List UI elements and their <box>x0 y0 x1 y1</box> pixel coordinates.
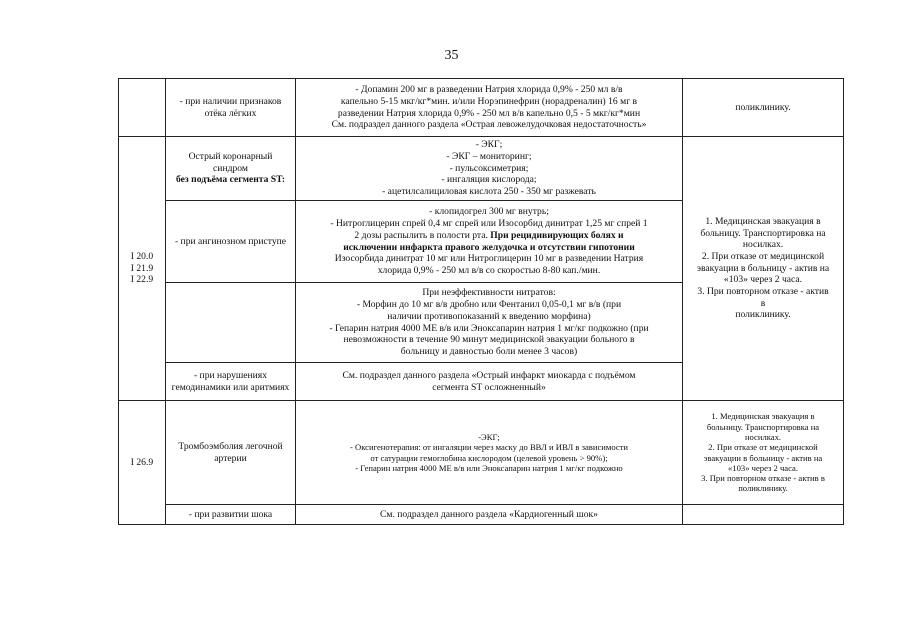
treatment-line: - Гепарин натрия 4000 МЕ в/в или Эноксапарин натрия 1 мг/кг подкожно (при <box>329 322 649 334</box>
tactics-line: «103» через 2 часа. <box>723 274 803 286</box>
treatment-cell <box>296 283 683 363</box>
icd-code-cell <box>119 401 166 525</box>
condition-cell <box>166 283 296 363</box>
tactics-line: 3. При повторном отказе - актив <box>697 286 829 298</box>
treatment-line: хлорида 0,9% - 250 мл в/в со скоростью 8-80 кап./мин. <box>377 264 601 276</box>
treatment-line <box>299 230 679 242</box>
treatment-line: от сатурации гемоглобина кислородом (целевой уровень > 90%); <box>370 452 608 463</box>
tactics-line: больницу. Транспортировка на <box>706 421 820 432</box>
tactics-line: 2. При отказе от медицинской <box>701 250 825 262</box>
clinical-protocol-table <box>118 78 844 525</box>
icd-code: I 22.9 <box>130 274 154 286</box>
code-cell <box>119 79 166 137</box>
tactics-line: эвакуации в больницу - актив на <box>703 452 823 463</box>
treatment-cell <box>296 79 683 137</box>
treatment-line: - Морфин до 10 мг в/в дробно или Фентанил 0,05-0,1 мг в/в (при <box>356 299 622 311</box>
tactics-line: поликлинику. <box>738 483 788 494</box>
condition-text: - при нарушениях гемодинамики или аритмиях <box>171 369 290 393</box>
icd-code: I 21.9 <box>130 262 154 274</box>
tactics-line: 3. При повторном отказе - актив в <box>701 473 825 484</box>
tactics-line: 1. Медицинская эвакуация в <box>705 215 821 227</box>
treatment-line: - пульсоксиметрия; <box>449 162 529 174</box>
treatment-line: - клопидогрел 300 мг внутрь; <box>429 206 549 218</box>
treatment-line: - Оксигенотерапия: от ингаляции через маску до ВВЛ и ИВЛ в зависимости <box>349 442 628 453</box>
treatment-line: капельно 5-15 мкг/кг*мин. и/или Норэпинефрин (норадреналин) 16 мг в <box>340 95 638 107</box>
treatment-line: - ингаляция кислорода; <box>441 174 537 186</box>
treatment-line: - Нитроглицерин спрей 0,4 мг спрей или Изосорбид динитрат 1,25 мг спрей 1 <box>330 218 648 230</box>
table-row <box>119 79 844 137</box>
tactics-cell <box>683 505 844 525</box>
treatment-cell <box>296 363 683 401</box>
condition-title: Тромбоэмболия легочной артерии <box>178 440 283 464</box>
page-number: 35 <box>444 48 459 63</box>
treatment-line: См. подраздел данного раздела «Острый инфаркт миокарда с подъёмом <box>342 369 636 381</box>
condition-cell <box>166 363 296 401</box>
tactics-cell <box>683 401 844 505</box>
treatment-line: - ЭКГ; <box>475 139 503 151</box>
condition-cell <box>166 505 296 525</box>
tactics-line: эвакуации в больницу - актив на <box>696 262 830 274</box>
treatment-line: - ацетилсалициловая кислота 250 - 350 мг разжевать <box>382 186 596 198</box>
condition-cell <box>166 201 296 283</box>
treatment-line: При неэффективности нитратов: <box>422 287 556 299</box>
tactics-line: поликлинику. <box>735 309 791 321</box>
treatment-line: См. подраздел данного раздела «Острая левожелудочковая недостаточность» <box>331 119 647 131</box>
condition-cell <box>166 137 296 201</box>
treatment-line: наличии противопоказаний к введению морфина) <box>387 310 591 322</box>
tactics-line: в <box>760 297 766 309</box>
condition-text: - при развитии шока <box>188 508 273 520</box>
treatment-line: - ЭКГ – мониторинг; <box>446 150 532 162</box>
table-row <box>119 401 844 505</box>
treatment-line: - Допамин 200 мг в разведении Натрия хлорида 0,9% - 250 мл в/в <box>355 84 623 96</box>
treatment-line: больницу и давностью боли менее 3 часов) <box>400 345 578 357</box>
treatment-line: сегмента ST осложненный» <box>432 381 546 393</box>
treatment-line: См. подраздел данного раздела «Кардиогенный шок» <box>380 508 598 520</box>
tactics-text: поликлинику. <box>735 101 791 113</box>
icd-code: I 20.0 <box>130 250 154 262</box>
condition-title-bold: без подъёма сегмента ST: <box>175 174 286 186</box>
treatment-line: Изосорбида динитрат 10 мг или Нитроглицерин 10 мг в разведении Натрия <box>334 253 644 265</box>
condition-text: - при наличии признаков отёка лёгких <box>179 95 282 119</box>
tactics-line: носилках. <box>744 431 782 442</box>
treatment-line: -ЭКГ; <box>478 431 500 442</box>
tactics-line: «103» через 2 часа. <box>728 462 798 473</box>
tactics-line: 1. Медицинская эвакуация в <box>711 411 815 422</box>
treatment-bold-line: исключении инфаркта правого желудочка и отсутствии гипотонии <box>343 241 635 253</box>
tactics-line: носилках. <box>742 239 784 251</box>
icd-code-cell <box>119 137 166 401</box>
treatment-text: 2 дозы распылить в полости рта. <box>354 229 488 241</box>
treatment-cell <box>296 505 683 525</box>
treatment-line: невозможности в течение 90 минут медицинской эвакуации больного в <box>343 334 635 346</box>
condition-cell <box>166 401 296 505</box>
table-row <box>119 137 844 201</box>
treatment-cell <box>296 201 683 283</box>
treatment-line: разведении Натрия хлорида 0,9% - 250 мл в/в капельно 0,5 - 5 мкг/кг*мин <box>337 107 641 119</box>
tactics-cell <box>683 79 844 137</box>
condition-title: синдром <box>213 162 248 174</box>
table-row <box>119 505 844 525</box>
treatment-cell <box>296 137 683 201</box>
icd-code: I 26.9 <box>130 456 154 468</box>
condition-title: Острый коронарный <box>188 150 273 162</box>
treatment-line: - Гепарин натрия 4000 МЕ в/в или Эноксапарин натрия 1 мг/кг подкожно <box>355 462 623 473</box>
condition-cell <box>166 79 296 137</box>
tactics-line: больницу. Транспортировка на <box>700 227 826 239</box>
treatment-bold-text: При рецидивирующих болях и <box>490 229 624 241</box>
tactics-cell <box>683 137 844 401</box>
treatment-cell <box>296 401 683 505</box>
condition-text: - при ангинозном приступе <box>174 235 287 247</box>
tactics-line: 2. При отказе от медицинской <box>708 442 818 453</box>
